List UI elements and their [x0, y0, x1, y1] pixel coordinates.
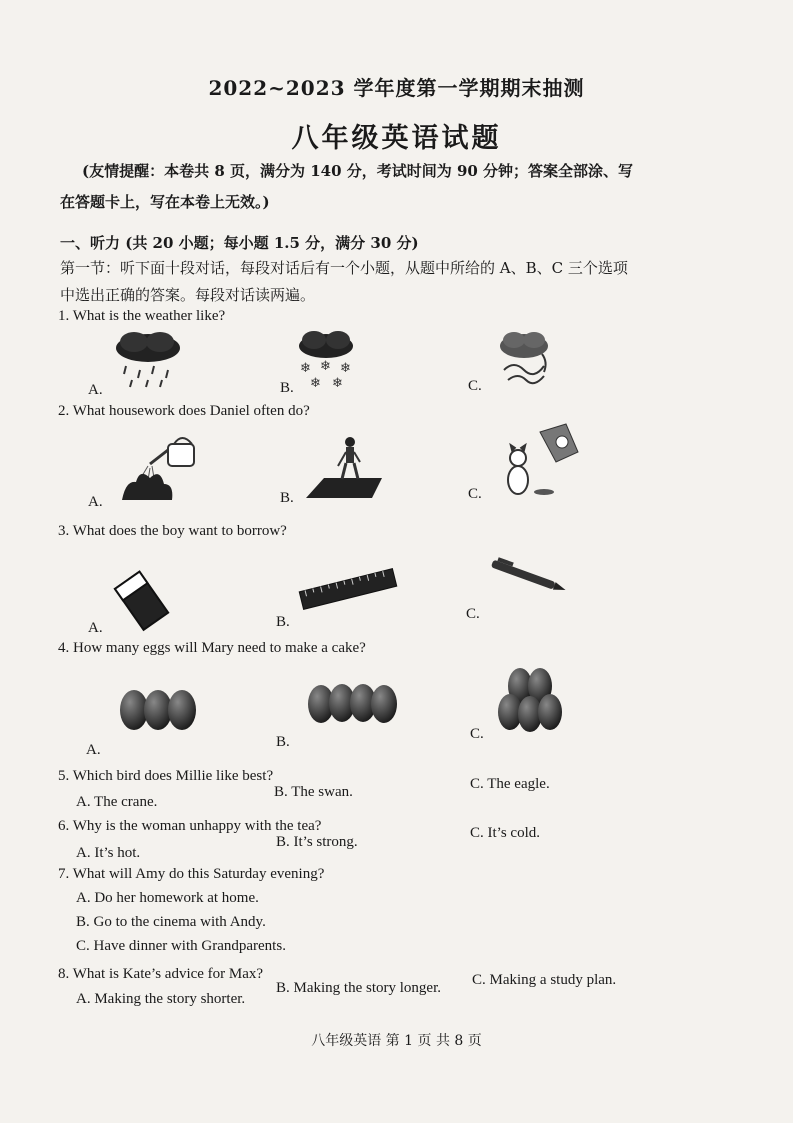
- question-5: 5. Which bird does Millie like best?: [58, 768, 274, 784]
- q6-option-b: B. It’s strong.: [276, 834, 358, 850]
- exam-note: (友情提醒：本卷共 8 页，满分为 140 分，考试时间为 90 分钟；答案全部涂、写在答题卡上，写在本卷上无效。): [60, 162, 634, 211]
- sweeping-boy-icon: [306, 434, 382, 500]
- q4-option-c: C.: [470, 726, 484, 742]
- q3-option-a: A.: [88, 620, 103, 636]
- svg-text:❄: ❄: [320, 359, 331, 374]
- q3-option-c: C.: [466, 606, 480, 622]
- question-1: 1. What is the weather like?: [58, 308, 226, 324]
- q3-option-b: B.: [276, 614, 290, 630]
- q4-option-b: B.: [276, 734, 290, 750]
- eraser-icon: [112, 566, 176, 632]
- cat-feeding-icon: [500, 422, 580, 498]
- q1-option-c: C.: [468, 378, 482, 394]
- exam-subtitle: 八年级英语试题: [291, 123, 502, 154]
- windy-cloud-icon: [498, 330, 554, 386]
- ruler-icon: [296, 566, 400, 612]
- q6-option-c: C. It’s cold.: [470, 825, 540, 841]
- svg-text:❄: ❄: [310, 376, 321, 390]
- watering-can-icon: [112, 430, 208, 502]
- q1-option-b: B.: [280, 380, 294, 396]
- snow-cloud-icon: [296, 330, 356, 390]
- question-2: 2. What housework does Daniel often do?: [58, 403, 310, 419]
- q2-option-c: C.: [468, 486, 482, 502]
- pen-icon: [484, 556, 570, 596]
- section-heading: 一、听力 (共 20 小题；每小题 1.5 分，满分 30 分): [60, 234, 419, 252]
- exam-title: 2022~2023 学年度第一学期期末抽测: [208, 76, 585, 100]
- q8-option-c: C. Making a study plan.: [472, 972, 617, 988]
- q5-option-b: B. The swan.: [274, 784, 353, 800]
- section-instruction: 第一节：听下面十段对话，每段对话后有一个小题，从题中所给的 A、B、C 三个选项中选出正确的答案。每段对话读两遍。: [60, 259, 628, 304]
- page-footer: 八年级英语 第 1 页 共 8 页: [311, 1033, 482, 1049]
- question-7: 7. What will Amy do this Saturday evening?: [58, 866, 325, 882]
- q8-option-a: A. Making the story shorter.: [76, 991, 246, 1007]
- q4-option-a: A.: [86, 742, 101, 758]
- q6-option-a: A. It’s hot.: [76, 845, 141, 861]
- question-3: 3. What does the boy want to borrow?: [58, 523, 287, 539]
- svg-text:❄: ❄: [300, 361, 311, 376]
- question-4: 4. How many eggs will Mary need to make a cake?: [58, 640, 366, 656]
- three-eggs-icon: [118, 686, 198, 734]
- q7-option-b: B. Go to the cinema with Andy.: [76, 914, 266, 930]
- q8-option-b: B. Making the story longer.: [276, 980, 441, 996]
- q5-option-c: C. The eagle.: [470, 776, 550, 792]
- five-eggs-icon: [496, 664, 566, 736]
- q2-option-b: B.: [280, 490, 294, 506]
- q7-option-a: A. Do her homework at home.: [76, 890, 259, 906]
- svg-text:❄: ❄: [332, 376, 343, 390]
- question-8: 8. What is Kate’s advice for Max?: [58, 966, 264, 982]
- q2-option-a: A.: [88, 494, 103, 510]
- four-eggs-icon: [306, 680, 398, 726]
- q5-option-a: A. The crane.: [76, 794, 158, 810]
- rain-cloud-icon: [112, 330, 184, 390]
- svg-text:❄: ❄: [340, 361, 351, 376]
- q7-option-c: C. Have dinner with Grandparents.: [76, 938, 286, 954]
- q1-option-a: A.: [88, 382, 103, 398]
- question-6: 6. Why is the woman unhappy with the tea?: [58, 818, 322, 834]
